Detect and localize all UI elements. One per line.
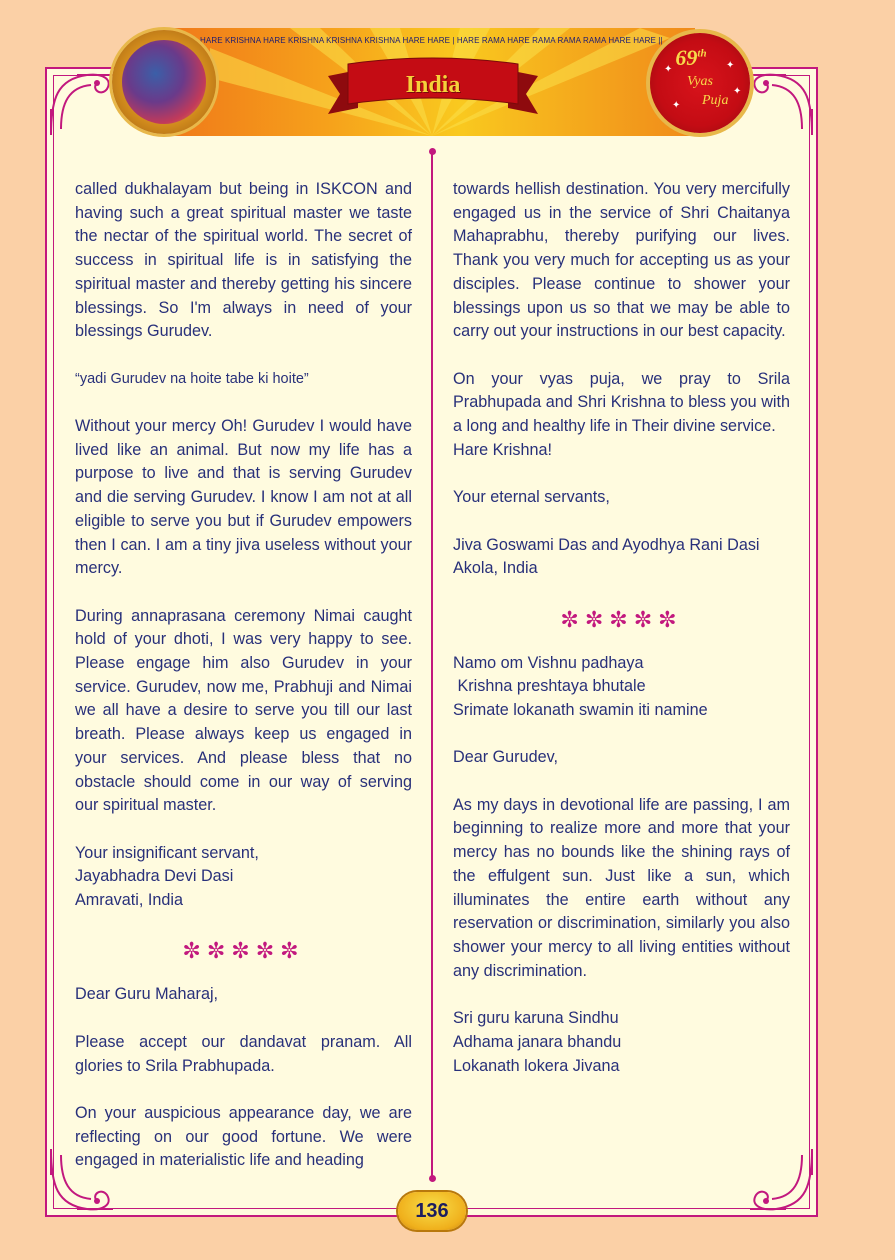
paragraph: As my days in devotional life are passing, I am beginning to realize more and more that your mercy has no bounds like the shining rays of the effulgent sun. Just like a sun, which illuminates the entire earth without any reservation or discrimination, similarly you also shower your mercy to all living entities without any discrimination. <box>453 795 790 980</box>
signature-line: Amravati, India <box>75 891 183 910</box>
signature-line: Your insignificant servant, <box>75 843 259 862</box>
paragraph-block <box>453 368 790 463</box>
verse-line: Krishna preshtaya bhutale <box>453 677 646 696</box>
badge-puja-text: Puja <box>702 93 729 108</box>
closing-line: Hare Krishna! <box>453 440 552 459</box>
divider-dot-bottom <box>429 1175 436 1182</box>
salutation: Dear Gurudev, <box>453 748 558 767</box>
page-title: India <box>405 72 461 98</box>
sparkle-icon: ✦ <box>672 100 681 111</box>
mantra-text: HARE KRISHNA HARE KRISHNA KRISHNA KRISHNA HARE HARE | HARE RAMA HARE RAMA RAMA RAMA HARE HARE || <box>200 36 663 45</box>
corner-ornament-icon <box>746 1145 816 1215</box>
verse-block <box>453 652 790 723</box>
salutation: Dear Guru Maharaj, <box>75 985 219 1004</box>
paragraph: called dukhalayam but being in ISKCON and having such a great spiritual master we taste the nectar of the spiritual world. The secret of success in spiritual life is in satisfying the spiritual master and thereby getting his sincere blessings. So I'm always in need of your blessings Gurudev. <box>75 180 412 341</box>
verse-line: Lokanath lokera Jivana <box>453 1056 620 1075</box>
paragraph: Please accept our dandavat pranam. All glories to Srila Prabhupada. <box>75 1032 412 1075</box>
quote: “yadi Gurudev na hoite tabe ki hoite” <box>75 370 309 387</box>
star-separator-icon: ✼✼✼✼✼ <box>560 606 683 632</box>
deity-medallion <box>112 30 216 134</box>
verse-line: Srimate lokanath swamin iti namine <box>453 701 708 719</box>
paragraph: Without your mercy Oh! Gurudev I would have lived like an animal. But now my life has a purpose to live and that is serving Gurudev and die serving Gurudev. I know I am not at all eligible to serve you but if Gurudev empowers then I can. I am a tiny jiva useless without your mercy. <box>75 417 412 578</box>
sparkle-icon: ✦ <box>733 86 742 97</box>
signature-block <box>75 842 412 913</box>
verse-line: Sri guru karuna Sindhu <box>453 1009 619 1028</box>
signature-line: Jiva Goswami Das and Ayodhya Rani Dasi <box>453 535 760 554</box>
sparkle-icon: ✦ <box>664 64 673 75</box>
left-column <box>75 178 412 1173</box>
signature-line: Your eternal servants, <box>453 488 610 507</box>
paragraph: During annaprasana ceremony Nimai caught hold of your dhoti, I was very happy to see. Please engage him also Gurudev in your service. Gurudev, now me, Prabhuji and Nimai we all have a desire to serve you till our last breath. Please always keep us engaged in your services. And please bless that no obstacle should come in our way of serving our spiritual master. <box>75 606 412 815</box>
paragraph: On your vyas puja, we pray to Srila Prabhupada and Shri Krishna to bless you with a long and healthy life in Their divine service. <box>453 369 790 436</box>
star-separator-icon: ✼✼✼✼✼ <box>182 938 305 964</box>
column-divider <box>431 152 433 1179</box>
sparkle-icon: ✦ <box>726 60 735 71</box>
badge-number: 69th <box>675 45 707 70</box>
divider-dot-top <box>429 148 436 155</box>
paragraph: towards hellish destination. You very mercifully engaged us in the service of Shri Chaitanya Mahaprabhu, thereby purifying our lives. Thank you very much for accepting us as your disciples. Please continue to shower your blessings upon us so that we may be able to carry out your instructions in our best capacity. <box>453 180 790 341</box>
signature-line: Akola, India <box>453 559 538 578</box>
verse-line: Adhama janara bhandu <box>453 1032 622 1051</box>
signature-line: Jayabhadra Devi Dasi <box>75 867 234 886</box>
verse-line: Namo om Vishnu padhaya <box>453 653 644 672</box>
right-column <box>453 178 790 1078</box>
deity-image <box>122 40 206 124</box>
paragraph: On your auspicious appearance day, we are reflecting on our good fortune. We were engaged in materialistic life and heading <box>75 1103 412 1170</box>
page-number: 136 <box>398 1192 466 1230</box>
corner-ornament-icon <box>47 69 117 139</box>
signature-block <box>453 534 790 581</box>
badge-vyas-text: Vyas <box>687 74 713 89</box>
corner-ornament-icon <box>746 69 816 139</box>
verse-block <box>453 1007 790 1078</box>
